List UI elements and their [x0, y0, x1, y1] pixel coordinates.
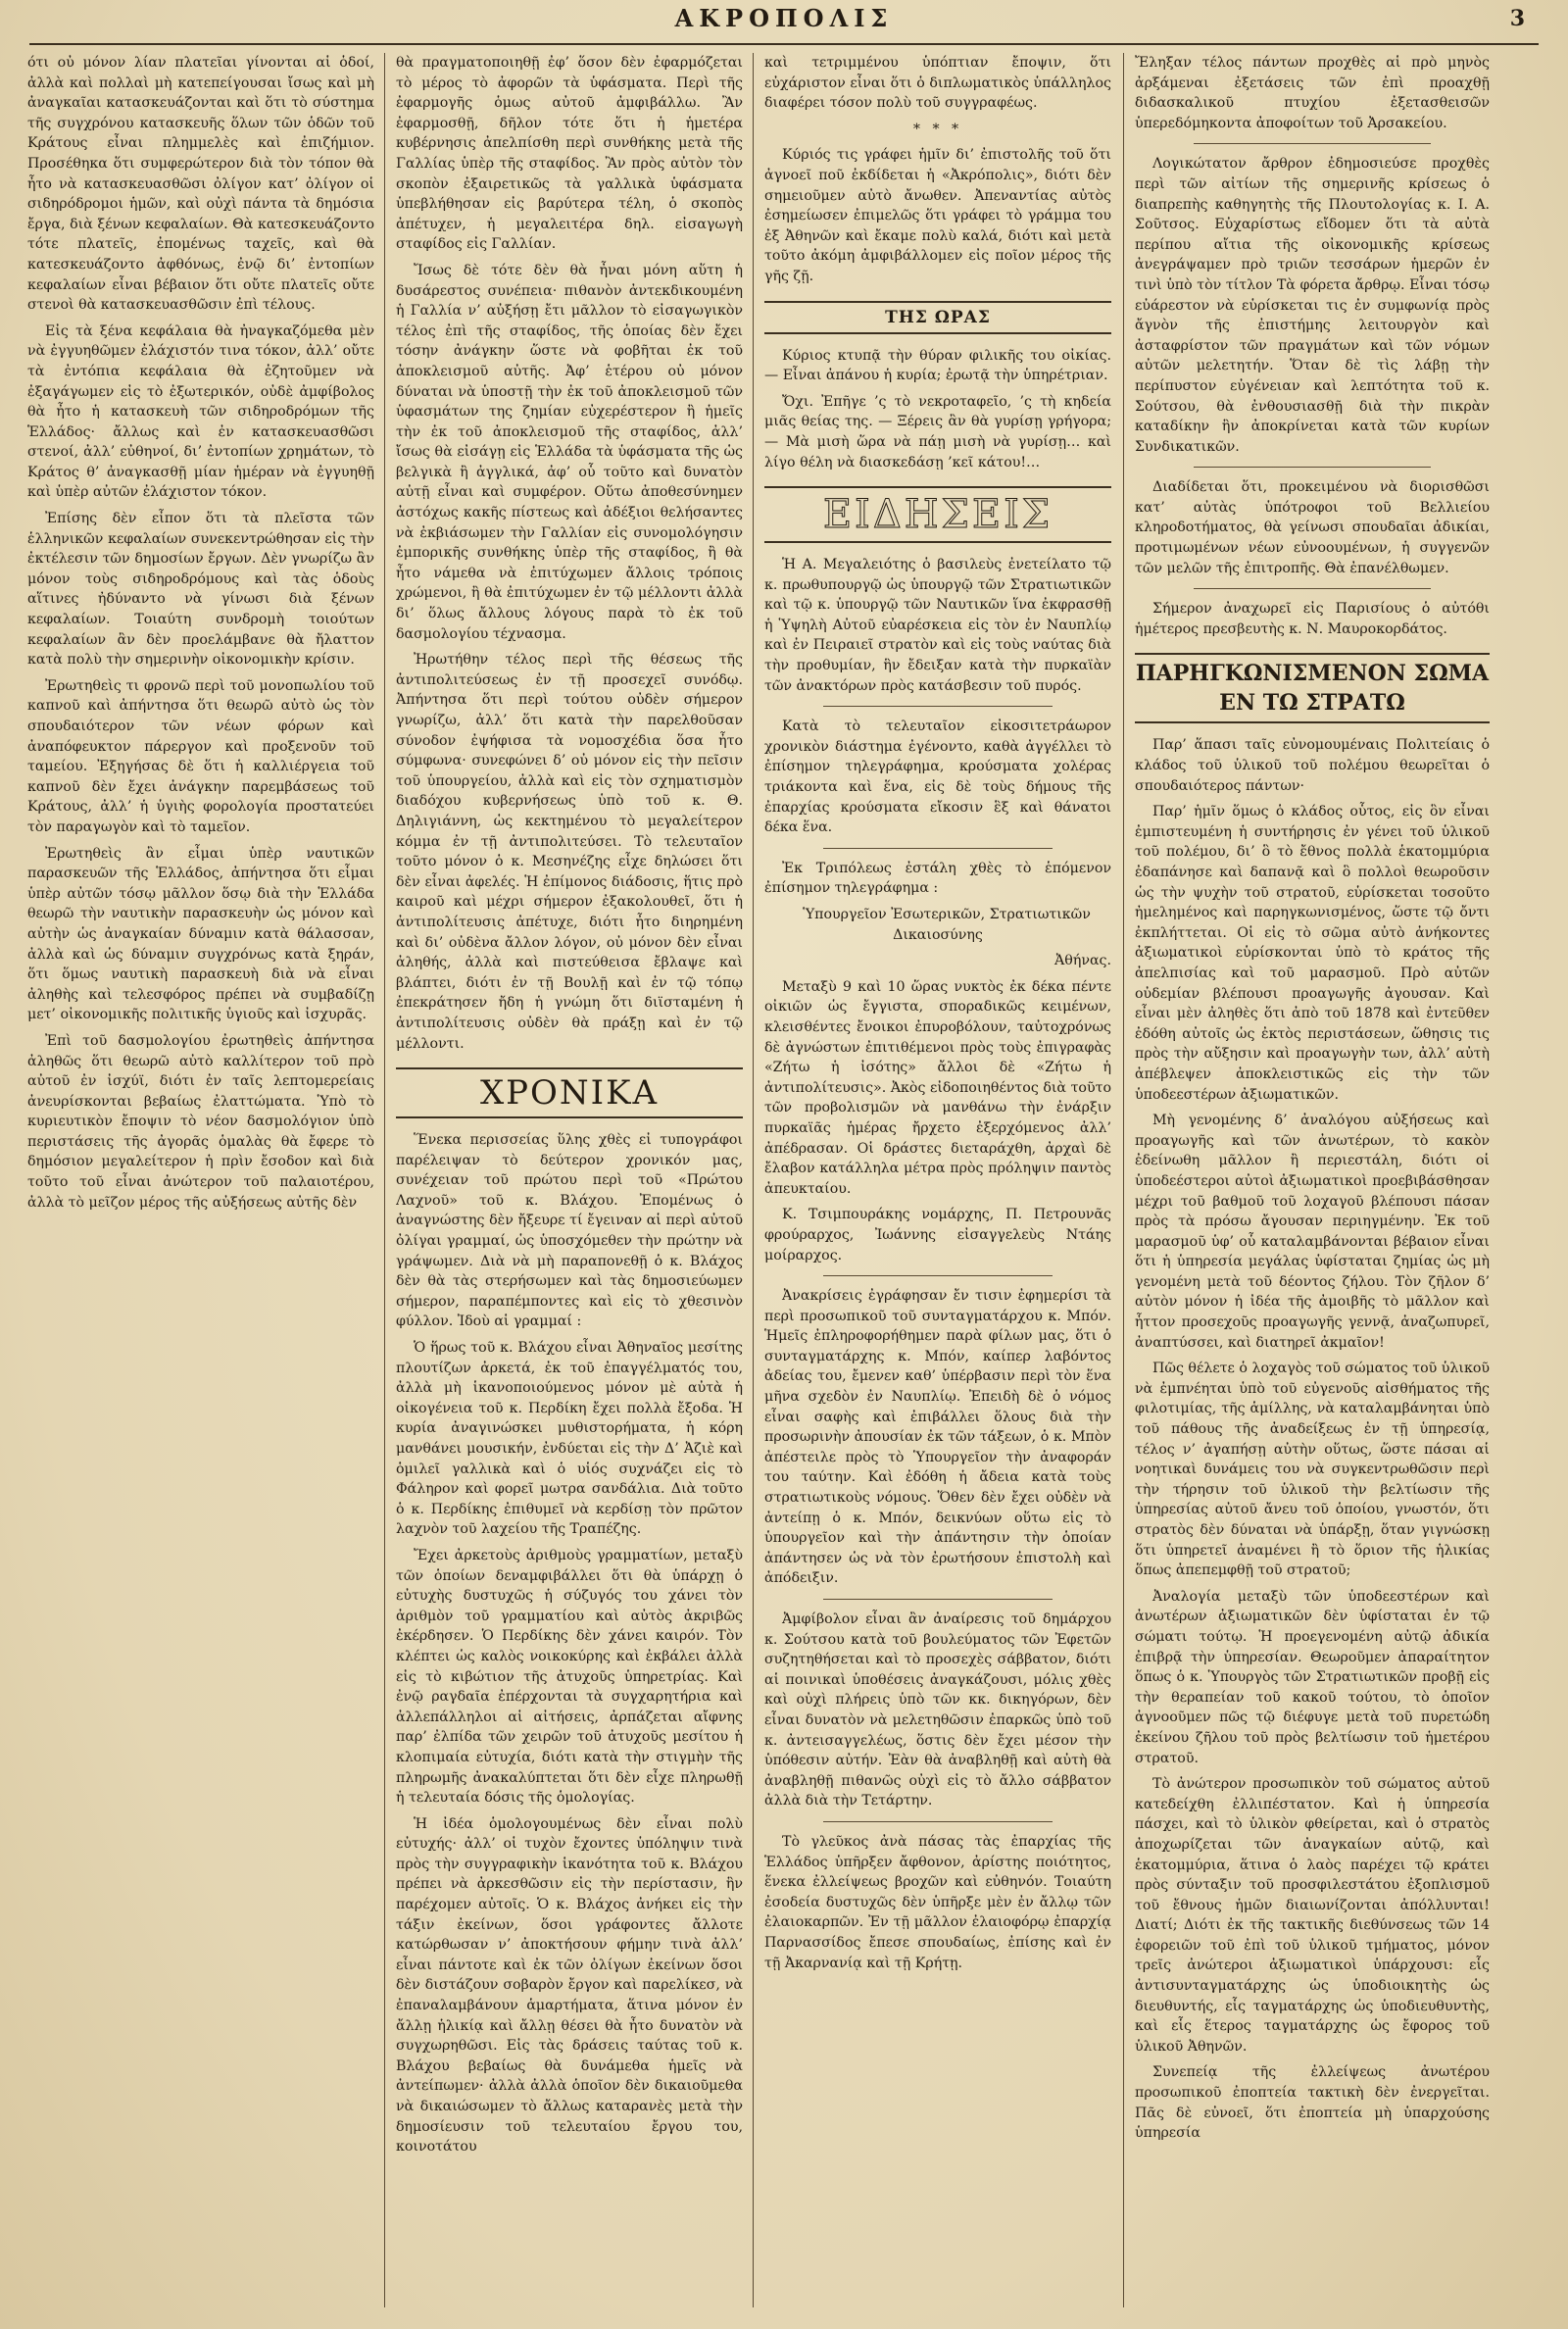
masthead-title: ΑΚΡΟΠΟΛΙΣ: [674, 4, 894, 32]
paragraph: Διαδίδεται ὅτι, προκειμένου νὰ διορισθῶσι κατ’ αὐτὰς ὑπότροφοι τοῦ Βελλιείου κληροδοτήματος, θὰ γείνωσι σπουδαῖαι ἀδικίαι, προτιμωμένων νέων εὐνοουμένων, ἡ συγγενῶν τῶν μελῶν τῆς ἐπιτροπῆς. Θὰ ἐπανέλθωμεν.: [1135, 479, 1490, 576]
telegram-heading: Ὑπουργεῖον Ἐσωτερικῶν, Στρατιωτικῶν Δικαιοσύνης: [803, 907, 1091, 943]
column-3: [764, 53, 1111, 2307]
paragraph: Ὁ ἥρως τοῦ κ. Βλάχου εἶναι Ἀθηναῖος μεσίτης πλουτίζων ἀρκετά, ἐκ τοῦ ἐπαγγέλματός του, ἀλλὰ μὴ ἱκανοποιούμενος μόνον μὲ αὐτὰ ἡ οἰκογένεια τοῦ κ. Περδίκη ἔχει πολλὰ ἔξοδα. Ἡ κυρία ἀναγινώσκει μυθιστορήματα, ἡ κόρη μανθάνει μουσικήν, ἐνδύεται εἰς τὴν Δ’ Ἀζιὲ καὶ ὁμιλεῖ γαλλικὰ καὶ ὁ υἱός συχνάζει εἰς τὸ Φάληρον καὶ φορεῖ μωτρα σανδάλια. Διὰ τοῦτο ὁ κ. Περδίκης ἐπιθυμεῖ νὰ κερδίσῃ τὸν πρῶτον λαχνὸν τοῦ λαχείου τῆς Τραπέζης.: [396, 1340, 743, 1538]
divider: [1194, 467, 1431, 468]
section-heading-eidiseis: ΕΙΔΗΣΕΙΣ: [764, 486, 1111, 543]
paragraph: Τὸ ἀνώτερον προσωπικὸν τοῦ σώματος αὐτοῦ κατεδείχθη ἐλλιπέστατον. Καὶ ἡ ὑπηρεσία πάσχει, καὶ τὸ ὑλικὸν φθείρεται, καὶ ὁ στρατὸς ἀποχωρίζεται τῶν ἀναγκαίων αὐτῷ, καὶ ἑκατομμύρια, ἅτινα ὁ λαὸς παρέχει τῷ κράτει πρὸς σύνταξιν τοῦ προσφιλεστάτου ἐξοπλισμοῦ τοῦ ἔθνους ἡμῶν διαιωνίζονται ἀπόλλυνται! Διατί; Διότι ἐκ τῆς τακτικῆς διεθύνσεως τῶν 14 ἐφορειῶν τοῦ ἐπὶ τοῦ ὑλικοῦ τμήματος, μόνον τρεῖς ἀνώτεροι ἀξιωματικοὶ ὑπάρχουσι: εἷς ἀντισυνταγματάρχης ὡς ὑποδιοικητὴς ὡς διευθυντής, εἷς ταγματάρχης ὡς ὑποδιευθυντὴς, καὶ εἷς ἕτερος ταγματάρχης ὡς ἔφορος τοῦ ὑλικοῦ Ἀθηνῶν.: [1135, 1776, 1490, 2055]
telegram-dest: Ἀθήνας.: [1054, 953, 1111, 969]
paragraph: Τὸ γλεῦκος ἀνὰ πάσας τὰς ἐπαρχίας τῆς Ἑλλάδος ὑπῆρξεν ἄφθονον, ἀρίστης ποιότητος, ἕνεκα ἐλλείψεως βροχῶν καὶ εὐθηνόν. Τοιαύτη ἐσοδεία δυστυχῶς δὲν ὑπῆρξε μὲν ἐν ἄλλῳ τῶν ἐλαιοκαρπῶν. Ἐν τῇ μᾶλλον ἐλαιοφόρῳ ἐπαρχίᾳ Παρνασσίδος ἔπεσε σπουδαίως, ἐπίσης καὶ ἐν τῇ Ἀκαρνανίᾳ καὶ τῇ Κρήτῃ.: [764, 1833, 1111, 1971]
divider: [1194, 143, 1431, 144]
paragraph: Παρ’ ἡμῖν ὅμως ὁ κλάδος οὗτος, εἰς ὃν εἶναι ἐμπιστευμένη ἡ συντήρησις ἐν γένει τοῦ ὑλικοῦ τοῦ πολέμου, δι’ ὃ τὸ ἔθνος πολλὰ ἑκατομμύρια ἐδαπάνησε καὶ δαπανᾷ καὶ ὃ πολλοὶ θεωροῦσιν ὡς τὴν ψυχὴν τοῦ στρατοῦ, εὑρίσκεται τοσοῦτο ἠμελημένος καὶ παρηγκωνισμένος, ὥστε τῷ ὄντι ἐκπλήττεται. Οἱ εἰς τὸ σῶμα αὐτὸ ἀνήκοντες ἀξιωματικοὶ εὑρίσκονται ὑπὸ τὸ κράτος τῆς ἀπελπισίας καὶ τοῦ μαρασμοῦ. Πρὸ αὐτῶν οὐδεμίαν βλέπουσι προαγωγῆς ἀγουσαν. Καὶ εἶναι μὲν ἀληθὲς ὅτι ἀπὸ τοῦ 1878 καὶ ἐντεῦθεν ἐδόθη αὐτοῖς ὡς ἐκτὸς περιστάσεων, ὥθησις τις πρὸς τὴν αὔξησιν καὶ προαγωγὴν των, ἀλλ’ αὐτὴ ἀπέβλεψεν ἀποκλειστικῶς εἰς τὴν τῶν ὑποδεεστέρων ἀξιωματικῶν.: [1135, 804, 1490, 1103]
paragraph: Πῶς θέλετε ὁ λοχαγὸς τοῦ σώματος τοῦ ὑλικοῦ νὰ ἐμπνέηται ὑπὸ τοῦ εὐγενοῦς αἰσθήματος τῆς φιλοτιμίας, τῆς ἁμίλλης, νὰ καταλαμβάνηται ὑπὸ τοῦ πάθους τῆς ἀναδείξεως ἐν τῇ ὑπηρεσίᾳ, τέλος ν’ ἀγαπήσῃ αὐτὴν οὕτως, ὥστε πάσαι αἱ νοητικαὶ δυνάμεις του νὰ συγκεντρωθῶσιν περὶ τὴν τήρησιν τοῦ ὑλικοῦ τὴν βελτίωσιν τῆς ὑπηρεσίας αὐτοῦ ἄνευ τοῦ ὁποίου, γνωστόν, ὅτι στρατὸς δὲν δύναται νὰ ὑπάρξῃ, ὅταν γιγνώσκῃ ὅτι ὑπηρετεῖ ἀναμένει ἢ τὸ ὅριον τῆς ἡλικίας ὅπως ἀπεπεμφθῇ τοῦ στρατοῦ;: [1135, 1361, 1490, 1579]
paragraph: Ὄχι. Ἐπῆγε ’ς τὸ νεκροταφεῖο, ’ς τὴ κηδεία μιᾶς θείας της. — Ξέρεις ἂν θὰ γυρίσῃ γρήγορα; — Μὰ μισὴ ὥρα νὰ πάῃ μισὴ νὰ γυρίσῃ… καὶ λίγο θέλη νὰ διασκεδάσῃ ’κεῖ κάτου!…: [764, 393, 1111, 471]
paragraph: Ἀμφίβολον εἶναι ἂν ἀναίρεσις τοῦ δημάρχου κ. Σούτσου κατὰ τοῦ βουλεύματος τῶν Ἐφετῶν συζητηθήσεται καὶ τὸ προσεχὲς σάββατον, διότι αἱ ποινικαὶ ὑποθέσεις ἀναγκάζουσι, μόλις χθὲς καὶ οὐχὶ πλήρεις ὑπὸ τῶν κκ. δικηγόρων, δὲν εἶναι δυνατὸν νὰ μελετηθῶσιν ἐπαρκῶς ὑπὸ τοῦ κ. ἀντεισαγγελέως, ὅστις δὲν ἔχει μέσον τὴν ὑπόθεσιν αὐτήν. Ἐὰν θὰ ἀναβληθῇ καὶ αὐτὴ θὰ ἀναβληθῇ πιθανῶς οὐχὶ εἰς τὸ ἄλλο σάββατον ἀλλὰ διὰ τὴν Τετάρτην.: [764, 1611, 1111, 1809]
divider: [823, 848, 1053, 849]
paragraph: Εἰς τὰ ξένα κεφάλαια θὰ ἠναγκαζόμεθα μὲν νὰ ἐγγυηθῶμεν ἐλάχιστόν τινα τόκον, ἀλλ’ οὔτε τὰ ἐντόπια κεφάλαια θὰ ἐζητοῦμεν νὰ ἐξαγάγωμεν εἰς τὸ ἐξωτερικόν, οὐδὲ ἀμφίβολος θὰ ἦτο ἡ κατασκευὴ τῶν σιδηροδρόμων τῆς Ἑλλάδος· ἄλλως καὶ ἐν κατασκευασθῶσι στενοί, ἀλλ’ εὐθηνοί, δι’ ἐντοπίων χρημάτων, τὸ Κράτος θ’ ἀναγκασθῇ μίαν ἡμέραν νὰ ἐγγυηθῇ καὶ ὑπὲρ αὐτῶν ἐλάχιστον τόκον.: [27, 322, 374, 501]
paragraph: Μὴ γενομένης δ’ ἀναλόγου αὐξήσεως καὶ προαγωγῆς καὶ τῶν ἀνωτέρων, τὸ κακὸν ἐδείνωθη μᾶλλον ἢ περιεστάλη, διότι οἱ ὑποδεέστεροι αὐτοὶ ἀξιωματικοὶ προεβιβάσθησαν μέχρι τοῦ βαθμοῦ τοῦ λοχαγοῦ βλέπουσι πάσαν πρὸς τὰ πρόσω ἄγουσαν περιηγμένην. Ἐκ τοῦ μαρασμοῦ ὑφ’ οὗ καταλαμβάνονται βέβαιον εἶναι ὅτι ἡ ὑπηρεσία μεγάλας ὑφίσταται ζημίας ὡς μὴ γενομένη μετὰ τοῦ δέοντος ζήλου. Τὸν ζῆλον δ’ αὐτὸν μόνον ἡ ἰδέα τῆς ἀμοιβῆς τὸ μᾶλλον καὶ ἧττον προσεχοῦς προαγωγῆς γεννᾷ, ἀναζωπυρεῖ, ἀναπτύσσει, καὶ διατηρεῖ ἀκμαῖον!: [1135, 1113, 1490, 1351]
paragraph: Ἔχει ἀρκετοὺς ἀριθμοὺς γραμματίων, μεταξὺ τῶν ὁποίων δεναμφιβάλλει ὅτι θὰ ὑπάρχῃ ὁ εὐτυχὴς δυστυχῶς ἡ σύζυγός του χάνει τὸν ἀριθμὸν τοῦ γραμματίου καὶ αὐτὸς ἀκριβῶς ἐκέρδησεν. Ὁ Περδίκης δὲν χάνει καιρόν. Τὸν κλέπτει ὡς καλὸς νοικοκύρης καὶ ἐκβάλει ἀλλὰ εἰς τὸ κιβώτιον τῆς ἀτυχοῦς ὑπηρετρίας. Καὶ ἐνῷ ραγδαῖα ἐπέρχονται τὰ συγχαρητήρια καὶ ἀλλεπάλληλοι αἱ αἰτήσεις, ἀρπάζεται αἴφνης παρ’ ἐλπίδα τῶν χειρῶν τοῦ ἀτυχοῦς μεσίτου ἡ κλοπιμαία εὐτυχία, διότι κατὰ τὴν στιγμὴν τῆς πληρωμῆς ἀνακαλύπτεται ὅτι δὲν εἶχε πληρωθῇ ἡ τελευταία δόσις τῆς ὁμολογίας.: [396, 1547, 743, 1807]
paragraph: Κύριος κτυπᾷ τὴν θύραν φιλικῆς του οἰκίας. — Εἶναι ἀπάνου ἡ κυρία; ἐρωτᾷ τὴν ὑπηρέτριαν.: [764, 347, 1111, 384]
section-heading-tis-oras: ΤΗΣ ΩΡΑΣ: [764, 301, 1111, 334]
paragraph: Ἐρωτηθεὶς ἂν εἶμαι ὑπὲρ ναυτικῶν παρασκευῶν τῆς Ἑλλάδος, ἀπήντησα ὅτι εἶμαι ὑπὲρ αὐτῶν τόσῳ μᾶλλον ὅσῳ διὰ τὴν Ἑλλάδα θεωρῶ τὴν ναυτικὴν παρασκευὴν ὡς μόνον καὶ αὐτὴν ὡς ἀναγκαίαν δύναμιν κατὰ θάλασσαν, ἀλλὰ καὶ ὡς δύναμιν συγχρόνως κατὰ ξηράν, ὅτι ὅμως ναυτικὴ παρασκευὴ διὰ νὰ εἶναι ἀληθὴς καὶ τελεσφόρος πρέπει νὰ συμβαδίζῃ μετ’ οἰκονομικῆς πολιτικῆς ὑγιοῦς καὶ ἰσχυρᾶς.: [27, 845, 374, 1023]
signatures: Κ. Τσιμπουράκης νομάρχης, Π. Πετρουνᾶς φρούραρχος, Ἰωάννης εἰσαγγελεὺς Ντάης μοίραρχος.: [764, 1207, 1111, 1264]
column-4: [1135, 53, 1490, 2307]
paragraph: καὶ τετριμμένου ὑπόπτιαν ἔποψιν, ὅτι εὐχάριστον εἶναι ὅτι ὁ διπλωματικὸς ὑπάλληλος διαφέρει τόσον πολὺ τοῦ συγγραφέως.: [764, 55, 1111, 112]
paragraph: Σήμερον ἀναχωρεῖ εἰς Παρισίους ὁ αὐτόθι ἡμέτερος πρεσβευτὴς κ. Ν. Μαυροκορδάτος.: [1135, 601, 1490, 637]
paragraph: Ἴσως δὲ τότε δὲν θὰ ἦναι μόνη αὕτη ἡ δυσάρεστος συνέπεια· πιθανὸν ἀντεκδικουμένη ἡ Γαλλία ν’ αὐξήσῃ ἔτι μᾶλλον τὸ εἰσαγωγικὸν τέλος ἐπὶ τῆς σταφίδος, τῆς ὁποίας δὲν ἔχει τόσην ἀνάγκην ὥστε νὰ φοβῆται ἐκ τοῦ ἀποκλεισμοῦ αὐτῆς. Ἀφ’ ἑτέρου οὐ μόνον δύναται νὰ ὑποστῇ τὴν ἐκ τοῦ ἀποκλεισμοῦ τῶν ὑφασμάτων της ζημίαν εὐχερέστερον ἢ ἡμεῖς τὴν ἐκ τοῦ ἀποκλεισμοῦ τῆς σταφίδος, ἀλλ’ ἴσως θὰ εἰσάγῃ εἰς Ἑλλάδα τὰ ὑφάσματα τῆς ὡς βελγικὰ ἢ ἀγγλικά, ἀφ’ οὗ τοῦτο καὶ δυνατὸν αὐτῇ εἶναι καὶ συμφέρον. Οὕτω ἀποθεσύνημεν ἀστόχως κακῆς πίστεως καὶ ἀδέξιοι θελήσαντες νὰ ἐκβιάσωμεν τὴν Γαλλίαν εἰς συνομολόγησιν ἐμπορικῆς συνθήκης ὑπὲρ τῆς σταφίδος, ἢ θὰ ἦτο νάμεθα νὰ ἐπιτύχωμεν ἄλλοις τρόποις χρώμενοι, ἢ θὰ ἐπιτύχωμεν ἐν τῷ μέλλοντι ἀλλὰ δι’ ὅλως ἄλλους λόγους παρὰ τὸ ἐκ τοῦ δασμολογίου τέχνασμα.: [396, 262, 743, 642]
page-header: [29, 0, 1539, 45]
paragraph: Λογικώτατον ἄρθρον ἐδημοσιεύσε προχθὲς περὶ τῶν αἰτίων τῆς σημερινῆς κρίσεως ὁ διαπρεπὴς καθηγητὴς τῆς Πλουτολογίας κ. Ι. Α. Σοῦτσος. Εὐχαρίστως εἴδομεν ὅτι τὰ αὐτὰ περίπου αἴτια τῆς οἰκονομικῆς κρίσεως ἀνεγράψαμεν πρὸ τριῶν τεσσάρων ἡμερῶν ἐν τινὶ ὑπὸ τὸν τίτλον Τὰ φόρετα ἄρθρῳ. Εἶναι τόσῳ εὐάρεστον νὰ εὑρίσκεται τις ἐν συμφωνίᾳ πρὸς ἄγνὸν τῆς ἐπιστήμης λειτουργὸν καὶ ἀσταφρίστον τῶν πραγμάτων καὶ τῶν νόμων αὐτῶν μελετητήν. Ὅταν δὲ τὶς λάβῃ τὴν περίπυστον εὐγένειαν καὶ λεπτότητα τοῦ κ. Σούτσου, θὰ ἐνθουσιασθῇ διὰ τὴν πικρὰν καταδίκην ἣν ἀποκρίνεται κατὰ τῶν κυρίων Συνδικατικῶν.: [1135, 156, 1490, 455]
section-heading-chronika: ΧΡΟΝΙΚΑ: [396, 1067, 743, 1118]
separator-stars: * * *: [912, 121, 963, 137]
column-1: [27, 53, 374, 2307]
paragraph: Ἕνεκα περισσείας ὕλης χθὲς εἰ τυπογράφοι παρέλειψαν τὸ δεύτερον χρονικόν μας, συνέχειαν τοῦ πρώτου περὶ τοῦ «Πρώτου Λαχνοῦ» τοῦ κ. Βλάχου. Ἐπομένως ὁ ἀναγνώστης δὲν ἤξευρε τί ἔγειναν αἱ περὶ αὐτοῦ ὀλίγαι γραμμαί, ὡς ὑποσχόμεθεν τὴν πρώτην νὰ γράψωμεν. Διὰ νὰ μὴ παραπονεθῇ ὁ κ. Βλάχος δὲν θὰ τὰς στερήσωμεν καὶ τὰς δημοσιεύωμεν σήμερον, παραπέμποντες καὶ εἰς τὸ χθεσινὸν φύλλον. Ἰδοὺ αἱ γραμμαί :: [396, 1132, 743, 1330]
divider: [823, 1275, 1053, 1276]
column-divider: [1123, 53, 1124, 2307]
paragraph: Ἡ ἰδέα ὁμολογουμένως δὲν εἶναι πολὺ εὐτυχής· ἀλλ’ οἱ τυχὸν ἔχοντες ὑπόληψιν τινὰ πρὸς τὴν συγγραφικὴν ἱκανότητα τοῦ κ. Βλάχου πρέπει νὰ ἀρκεσθῶσιν εἰς τὴν περίστασιν, ἣν παρέχομεν αὐτοῖς. Ὁ κ. Βλάχος ἀνήκει εἰς τὴν τάξιν ἐκείνων, ὅσοι γράφοντες ἄλλοτε κατώρθωσαν ν’ ἀποκτήσουν φήμην τινὰ ἀλλ’ εἶναι πάντοτε καὶ ἐκ τῶν ὀλίγων ἐκείνων ὅσοι δὲν διστάζουν σοβαρὸν ἔργον καὶ παρελίκεσ, νὰ ἐπαναλαμβάνουν ἁμαρτήματα, ἅτινα μόνον ἐν ἄλλῃ ἡλικίᾳ καὶ ἄλλῃ θέσει θὰ ἦτο δυνατὸν νὰ συγχωρηθῶσι. Εἰς τὰς δράσεις ταύτας τοῦ κ. Βλάχου βεβαίως θὰ δυνάμεθα ἡμεῖς νὰ ἀντείπωμεν· ἀλλὰ ἀλλὰ ὁποῖον δὲν δικαιοῦμεθα νὰ δικαιώσωμεν τὸ ἄλλως καταρανὲς μετὰ τὴν δημοσίευσιν τοῦ τελευταίου ἔργου του, κοινοτάτου: [396, 1815, 743, 2156]
page-number: 3: [1509, 6, 1525, 31]
paragraph: Ἀναλογία μεταξὺ τῶν ὑποδεεστέρων καὶ ἀνωτέρων ἀξιωματικῶν δὲν ὑφίσταται ἐν τῷ σώματι τούτῳ. Ἡ προεγενομένη αὐτῷ ἀδικία ἐπιβρᾷ τὴν ὑπηρεσίαν. Θεωροῦμεν ἀπαραίτητον ὅπως ὁ κ. Ὑπουργὸς τῶν Στρατιωτικῶν προβῇ εἰς τὴν θεραπείαν τοῦ κακοῦ τούτου, τὸ ὁποῖον ἀγνοοῦμεν πῶς τῷ διέφυγε μετὰ τοῦ πυρετώδη ἐκείνου ζῆλου τοῦ πρὸς βελτίωσιν τοῦ ἡμετέρου στρατοῦ.: [1135, 1588, 1490, 1766]
paragraph: Ἐπὶ τοῦ δασμολογίου ἐρωτηθεὶς ἀπήντησα ἀληθῶς ὅτι θεωρῶ αὐτὸ καλλίτερον τοῦ πρὸ αὐτοῦ ἐν ἰσχύϊ, διότι ἐν ταῖς λεπτομερείαις ἀνευρίσκονται βεβαίως ἐλαττώματα. Ὑπὸ τὸ κυριευτικὸν ἔποψιν τὸ νέον δασμολόγιον ὑπὸ περιστάσεις τῆς ἀγορᾶς ὁμαλὰς θὰ ἔφερε τὸ δημόσιον μεγαλείτερον ἡ πρὶν ἔσοδον καὶ διὰ τοῦτο τοῦ εἶναι ἀνώτερον τοῦ παλαιοτέρου, ἀλλὰ τὸ μεῖζον μέρος τῆς αὐξήσεως αὐτῆς δὲν: [27, 1032, 374, 1211]
divider: [1194, 588, 1431, 589]
paragraph: Ἡ Α. Μεγαλειότης ὁ βασιλεὺς ἐνετείλατο τῷ κ. πρωθυπουργῷ ὡς ὑπουργῷ τῶν Στρατιωτικῶν καὶ τῷ κ. ὑπουργῷ τῶν Ναυτικῶν ἵνα ἐκφρασθῇ ἡ Ὑψηλὴ Αὐτοῦ εὐαρέσκεια εἰς τὸν ἐν Ναυπλίῳ καὶ ἐν Πειραιεῖ στρατὸν καὶ εἰς τοὺς ναύτας διὰ τὴν προθυμίαν, ἣν ἔδειξαν κατὰ τὴν πυρκαϊὰν τῶν ἀνακτόρων πρὸς κατάσβεσιν τοῦ πυρός.: [764, 557, 1111, 694]
paragraph: Ἐπίσης δὲν εἶπον ὅτι τὰ πλεῖστα τῶν ἑλληνικῶν κεφαλαίων συνεκεντρώθησαν εἰς τὴν ἐκτέλεσιν τῶν δημοσίων ἔργων. Δὲν γνωρίζω ἂν μόνον τοὺς σιδηροδρόμους καὶ τὰς ὁδοὺς αἵτινες ἠδύναντο νὰ γίνωσι διὰ ξένων κεφαλαίων. Τοιαύτη συνδρομὴ τοιούτων κεφαλαίων ἂν δὲν προελάμβανε θὰ ἤλαττον κατὰ πολὺ τὴν σημερινὴν οἰκονομικὴν κρίσιν.: [27, 511, 374, 669]
paragraph: Ἐκ Τριπόλεως ἐστάλη χθὲς τὸ ἑπόμενον ἐπίσημον τηλεγράφημα :: [764, 860, 1111, 897]
paragraph: Παρ’ ἅπασι ταῖς εὐνομουμέναις Πολιτείαις ὁ κλάδος τοῦ ὑλικοῦ τοῦ πολέμου θεωρεῖται ὁ σπουδαιότερος πάντων·: [1135, 737, 1490, 794]
divider: [823, 706, 1053, 707]
paragraph: Ἐρωτηθεὶς τι φρονῶ περὶ τοῦ μονοπωλίου τοῦ καπνοῦ καὶ ἀπήντησα ὅτι θεωρῶ αὐτὸ ὡς τὸν σπουδαιότερον τῶν νέων φόρων καὶ ἀναπόφευκτον πάρεργον καὶ προξενοῦν τοῦ ταμείου. Ἐξηγήσας δὲ ὅτι ἡ καλλιέργεια τοῦ καπνοῦ δὲν ἔχει ἀνάγκην παρεμβάσεως τοῦ Κράτους, ἀλλ’ ἡ ὑγιὴς φορολογία προστατεύει τὸν παραγωγὸν καὶ τὸ ταμεῖον.: [27, 677, 374, 835]
section-heading-parigkonismenon: ΠΑΡΗΓΚΩΝΙΣΜΕΝΟΝ ΣΩΜΑ ΕΝ ΤΩ ΣΤΡΑΤΩ: [1135, 653, 1490, 723]
paragraph: Ἀνακρίσεις ἐγράφησαν ἔν τισιν ἐφημερίσι τὰ περὶ προσωπικοῦ τοῦ συνταγματάρχου κ. Μπόν. Ἡμεῖς ἐπληροφορήθημεν παρὰ φίλων μας, ὅτι ὁ συνταγματάρχης κ. Μπόν, καίπερ λαβόντος ἀδείας του, ἔμενεν καθ’ ὑπέρβασιν περὶ τὸν ἕνα μῆνα σχεδὸν ἐν Ναυπλίῳ. Ἐπειδὴ δὲ ὁ νόμος εἶναι σαφὴς καὶ ἐπιβάλλει ὅλους διὰ τὴν προσωρινὴν ἀπουσίαν ἐκ τῶν τάξεων, ὁ κ. Μπὸν ἀπέστειλε πρὸς τὸ Ὑπουργεῖον τὴν ἀναφοράν του ταύτην. Καὶ ἐδόθη ἡ ἄδεια κατὰ τοὺς στρατιωτικοὺς νόμους. Ὅθεν δὲν ἔχει οὐδὲν νὰ ἀντείπῃ ὁ κ. Μπόν, δεικνύων οὕτω εἰς τὸ ὑπουργεῖον καὶ τὴν ἀπάντησιν τὴν ὁποίαν ἀπάντησεν ὡς νὰ τὸν ἐρωτήσουν ἐπιστολὴ καὶ ἀπόδειξιν.: [764, 1288, 1111, 1587]
paragraph: ότι οὐ μόνον λίαν πλατεῖαι γίνονται αἱ ὁδοί, ἀλλὰ καὶ πολλαὶ μὴ κατεπείγουσαι ἴσως καὶ μὴ ἀναγκαῖαι κατασκευάζονται καὶ ὅτι τὸ σύστημα τῆς συγχρόνου κατασκευῆς ὅλων τῶν ὁδῶν τοῦ Κράτους εἶναι πλημμελὲς καὶ ἐπιζήμιον. Προσέθηκα ὅτι συμφερώτερον διὰ τὸν τόπον θὰ ἦτο νὰ κατασκευασθῶσι ὀλίγον κατ’ ὀλίγον οἱ σιδηρόδρομοι ἡμῶν, καὶ οὐχὶ πάντα τὰ δημόσια ἔργα, διὰ ξένων κεφαλαίων. Θὰ κατεσκευάζοντο τότε πλατεῖς, ἐπομένως ταχεῖς, καὶ θὰ κατεσκευάζοντο ἀφθόνως, ἐνῷ δι’ ἐντοπίων κεφαλαίων εἶναι βέβαιον ὅτι οὔτε πλατεῖς οὔτε στενοὶ θὰ κατασκευασθῶσιν ἐπὶ τέλους.: [27, 55, 374, 314]
paragraph: Κατὰ τὸ τελευταῖον εἰκοσιτετράωρον χρονικὸν διάστημα ἐγένοντο, καθὰ ἀγγέλλει τὸ ἐπίσημον τηλεγράφημα, κρούσματα χολέρας τριάκοντα καὶ ἕνα, εἰς δὲ τοὺς δήμους τῆς ἐπαρχίας κρούσματα εἴκοσιν ἓξ καὶ θάνατοι δέκα ἕνα.: [764, 719, 1111, 836]
paragraph: θὰ πραγματοποιηθῇ ἐφ’ ὅσον δὲν ἐφαρμόζεται τὸ μέρος τὸ ἀφορῶν τὰ ὑφάσματα. Περὶ τῆς ἐφαρμογῆς ὁμως αὐτοῦ ἀμφιβάλλω. Ἂν ἐφαρμοσθῇ, δῆλον τότε ὅτι ἡ ἡμετέρα κυβέρνησις ἀπελπίσθη περὶ συνθήκης μετὰ τῆς Γαλλίας ὑπὲρ τῆς σταφίδος. Ἂν πρὸς αὐτὸν τὸν σκοπὸν ἐξαιρετικῶς τὰ γαλλικὰ ὑφάσματα ὑπεβλήθησαν εἰς βαρύτερα τέλη, ὁ σκοπὸς ἀπέτυχεν, ἡ μεγαλειτέρα δηλ. εἰσαγωγὴ σταφίδος εἰς Γαλλίαν.: [396, 55, 743, 253]
divider: [823, 1821, 1053, 1822]
paragraph: Συνεπείᾳ τῆς ἐλλείψεως ἀνωτέρου προσωπικοῦ ἐποπτεία τακτικὴ δὲν ἐνεργεῖται. Πᾶς δὲ εὐνοεῖ, ὅτι ἐποπτεία μὴ ὑπαρχούσης ὑπηρεσία: [1135, 2064, 1490, 2142]
paragraph: Ἠρωτήθην τέλος περὶ τῆς θέσεως τῆς ἀντιπολιτεύσεως ἐν τῇ προσεχεῖ συνόδῳ. Ἀπήντησα ὅτι περὶ τούτου οὐδὲν σήμερον γνωρίζω, ἀλλ’ ὅτι κατὰ τὴν παρελθοῦσαν σύνοδον ἐψήφισα τὰ νομοσχέδια ὅσα ἦτο σύμφωνα· συνεφώνει δ’ οὐ μόνον εἰς τὴν πεῖσιν τοῦ ὑπουργείου, ἀλλὰ καὶ εἰς τὸν σχηματισμὸν διαδόχου κυβερνήσεως ὑπὸ τοῦ κ. Θ. Δηλιγιάννη, ὡς κεκτημένου τὸ μεγαλείτερον κόμμα ἐν τῇ ἀντιπολιτεύσει. Τὸ τελευταῖον τοῦτο μόνον ὁ κ. Μεσηνέζης εἶχε δηλώσει ὅτι δὲν εἶναι ἀφελές. Ἡ ἐπίμονος διάδοσις, ἥτις πρὸ καιροῦ καὶ μέχρι σήμερον ἐξακολουθεῖ, ὅτι ἡ ἀντιπολίτευσις ἀπέτυχε, διότι ἦτο διηρημένη καὶ δι’ οὐδὲνα ἄλλον λόγον, οὐ μόνον δὲν εἶναι ἀληθής, ἀλλὰ καὶ πιστεύθεισα ἔβλαψε καὶ βλάπτει, διότι ἐν τῇ Βουλῇ καὶ ἐν τῷ τόπῳ ἐπεκράτησεν ἤδη ἡ γνώμη ὅτι διϊσταμένη ἡ ἀντιπολίτευσις οὐδὲν θὰ πράξῃ καὶ ἐν τῷ μέλλοντι.: [396, 652, 743, 1052]
column-divider: [384, 53, 385, 2307]
paragraph: Κύριός τις γράφει ἡμῖν δι’ ἐπιστολῆς τοῦ ὅτι ἀγνοεῖ ποῦ ἐκδίδεται ἡ «Ἀκρόπολις», διότι δὲν σημειοῦμεν αὐτὸ ἄνωθεν. Ἀπεναντίας αὐτὸς ἐσημείωσεν ἐπιμελῶς ὅτι γράφει τὸ γράμμα του ἐξ Ἀθηνῶν καὶ ἔκαμε πολὺ καλά, διότι καὶ μετὰ τοῦτο ἀκόμη ἀμφιβάλλομεν εἰς ποῖον μέρος τῆς γῆς ζῇ.: [764, 147, 1111, 284]
column-2: [396, 53, 743, 2307]
divider: [823, 1599, 1053, 1600]
paragraph: Ἔληξαν τέλος πάντων προχθὲς αἱ πρὸ μηνὸς ἀρξάμεναι ἐξετάσεις τῶν ἐπὶ προαχθῇ διδασκαλικοῦ πτυχίου ἐξετασθεισῶν ὑπερεδόμηκοντα ἀποφοίτων τοῦ Ἀρσακείου.: [1135, 55, 1490, 131]
column-divider: [753, 53, 754, 2307]
paragraph: Μεταξὺ 9 καὶ 10 ὥρας νυκτὸς ἐκ δέκα πέντε οἰκιῶν ὡς ἔγγιστα, σποραδικῶς κειμένων, κλεισθέντες ἔνοικοι ἐπυροβόλουν, ταὐτοχρόνως δὲ ἀγνώστων ἐπιτιθέμενοι πρὸς τοὺς ἐπιγραφὰς «Ζήτω ἡ ἰσότης» ἄλλοι δὲ «Ζήτω ἡ ἀντιπολίτευσις». Ἀκὸς εἰδοποιηθέντος διὰ τοῦτο τῶν προβολισμῶν νὰ μανθάνω τὴν ἐνάρξιν πυρκαϊᾶς ἡμέρας ἤρχετο ἐξερχόμενος ἀλλ’ ἀπέδρασαν. Οἱ δράστες διεταράχθη, ἀρχαὶ δὲ ἔλαβον κατάλληλα μέτρα πρὸς πρόληψιν παντὸς ἀπευκταίου.: [764, 978, 1111, 1197]
